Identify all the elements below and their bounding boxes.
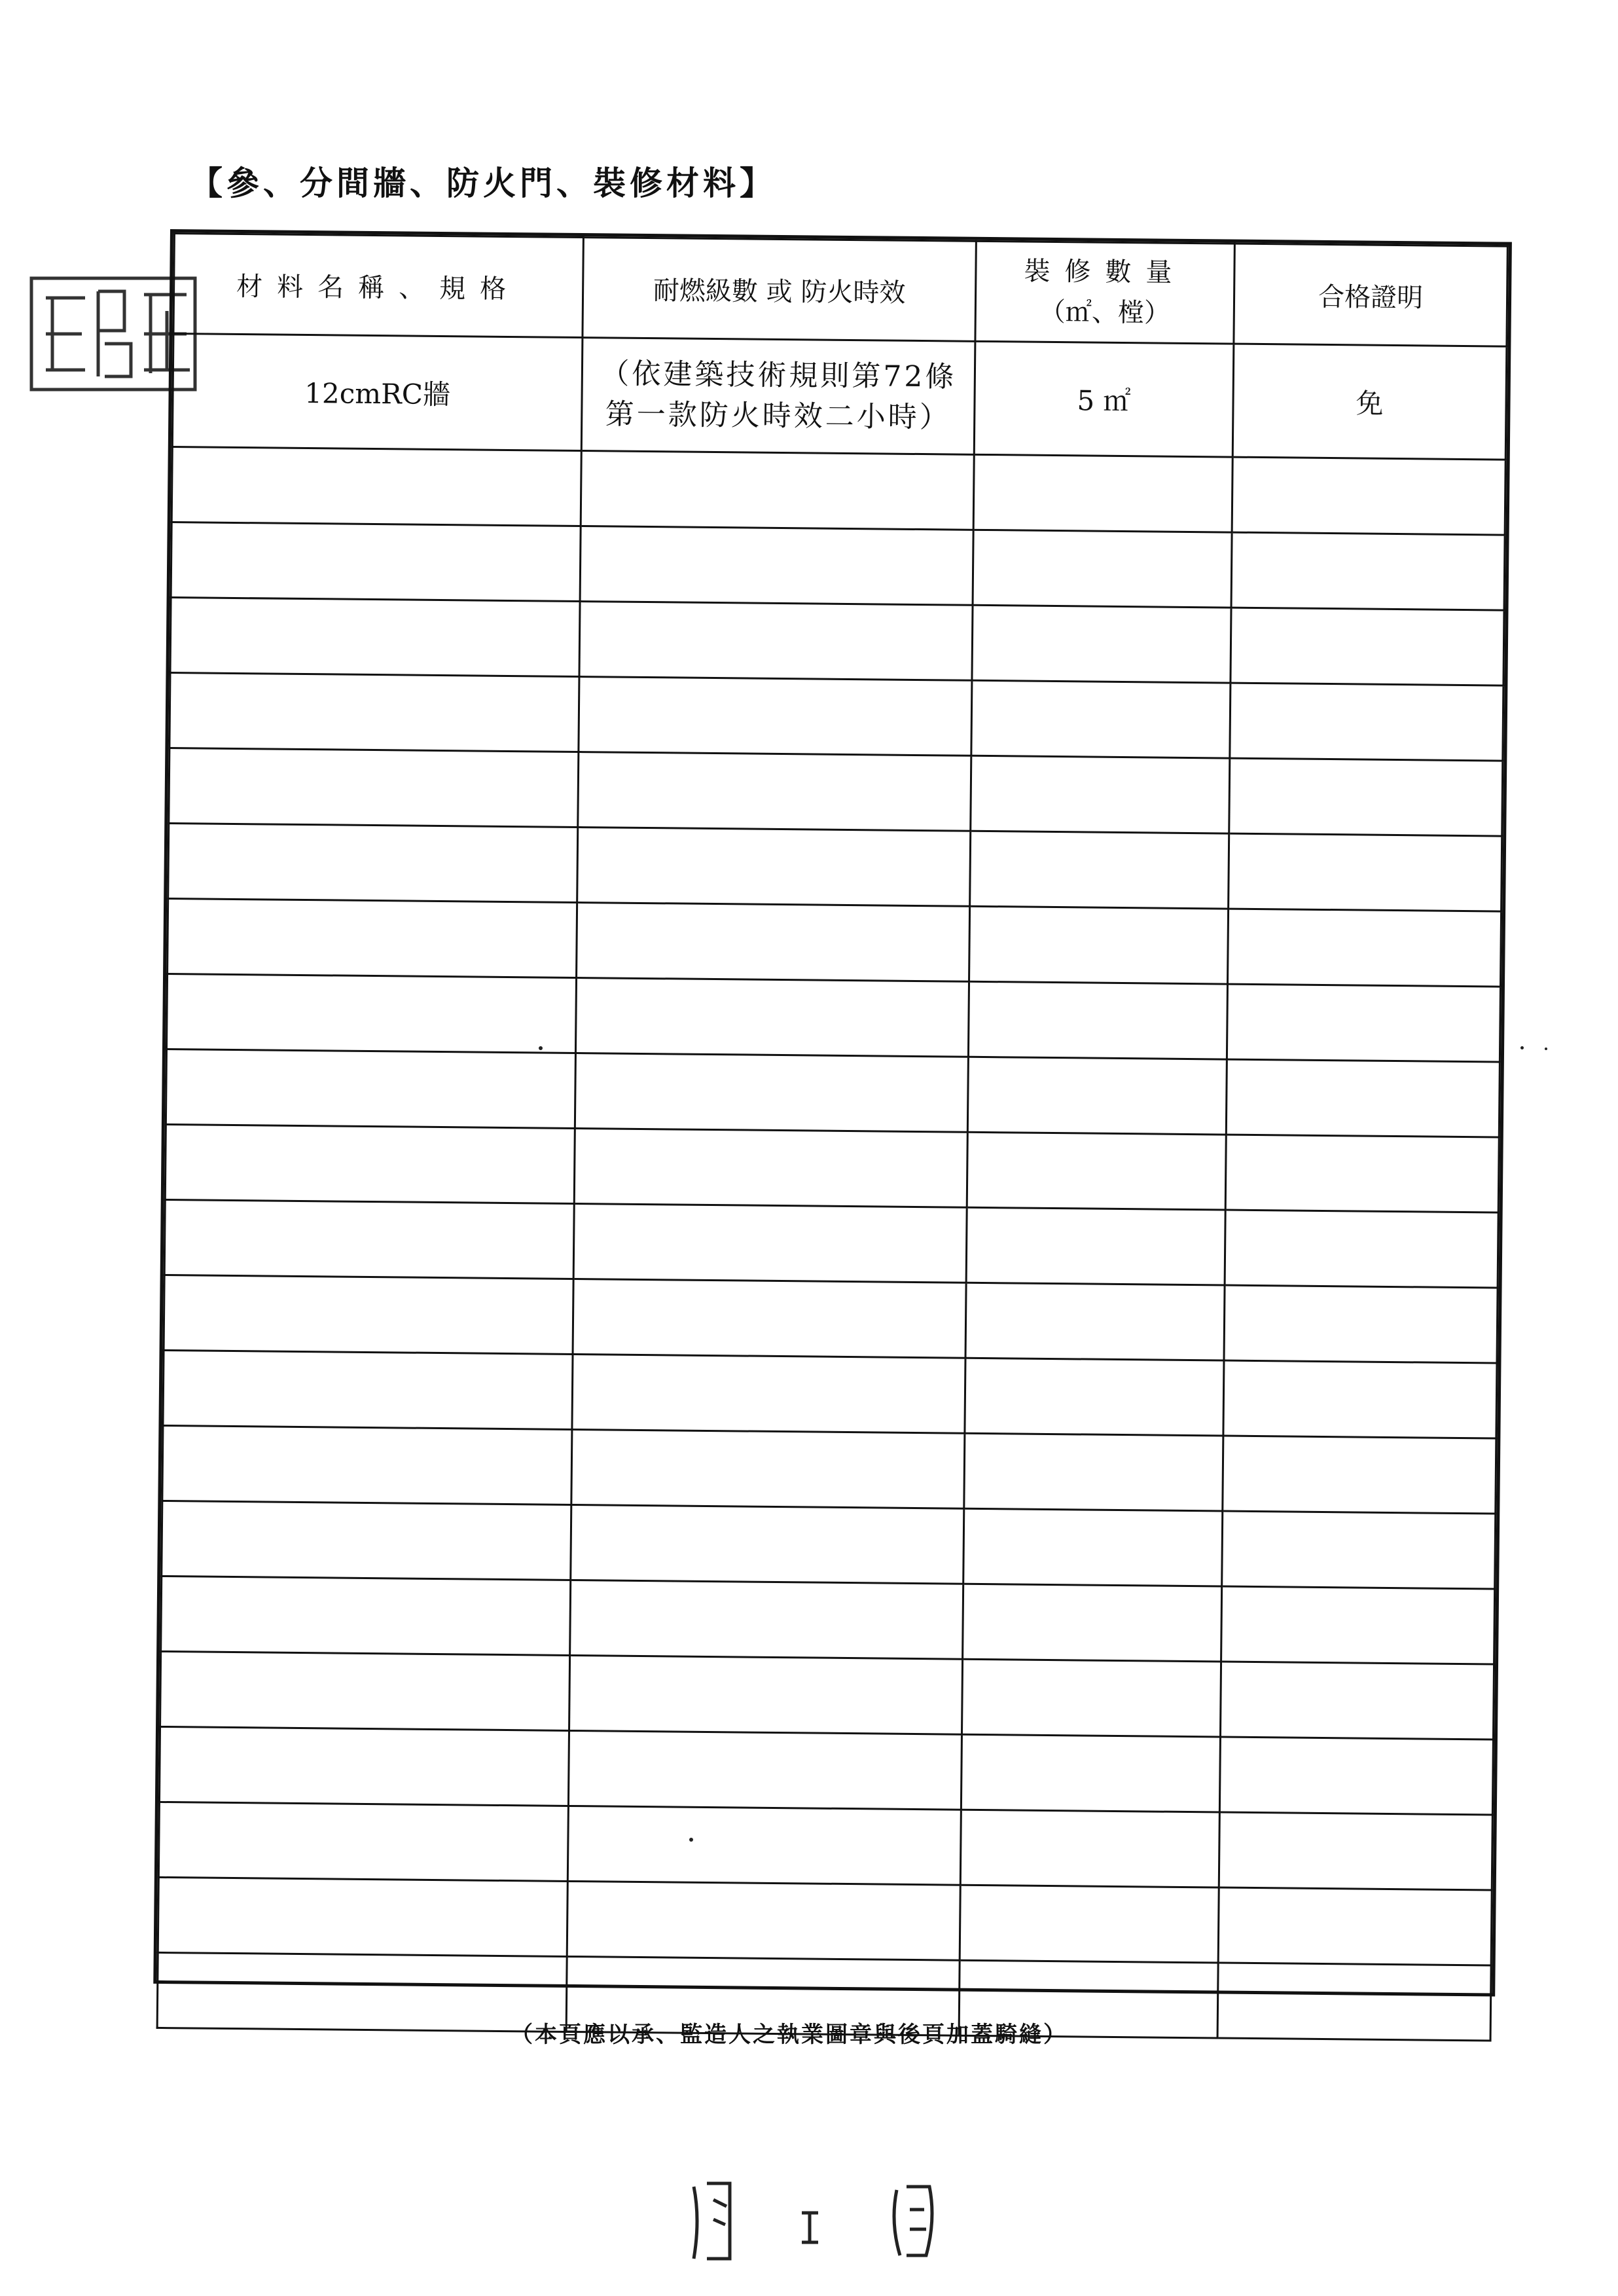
- empty-cell: [575, 1053, 968, 1133]
- table-row: [159, 1726, 1493, 1815]
- table-row: [171, 447, 1505, 536]
- empty-cell: [164, 1275, 573, 1354]
- section-title: 【參、分間牆、防火門、裝修材料】: [190, 164, 776, 202]
- table-row: [160, 1651, 1494, 1740]
- empty-cell: [575, 978, 969, 1057]
- empty-cell: [169, 748, 579, 828]
- empty-cell: [963, 1508, 1223, 1586]
- table-row: [165, 1124, 1499, 1212]
- empty-cell: [1227, 984, 1500, 1062]
- empty-cell: [168, 899, 577, 978]
- table-row: [170, 598, 1504, 686]
- table-row: [161, 1576, 1495, 1664]
- empty-cell: [1232, 457, 1505, 535]
- empty-cell: [1217, 1963, 1491, 2041]
- table-row: [158, 1877, 1492, 1965]
- empty-cell: [1220, 1662, 1494, 1740]
- header-quantity: 裝修數量 （㎡、樘）: [975, 241, 1234, 344]
- empty-cell: [158, 1802, 568, 1881]
- empty-cell: [1223, 1436, 1496, 1514]
- empty-cell: [168, 824, 578, 903]
- empty-cell: [162, 1425, 572, 1504]
- empty-cell: [570, 1580, 963, 1659]
- empty-cell: [171, 447, 581, 526]
- empty-cell: [581, 451, 974, 530]
- empty-cell: [1222, 1511, 1496, 1589]
- empty-cell: [971, 756, 1230, 833]
- empty-cell: [160, 1651, 570, 1730]
- empty-cell: [1223, 1360, 1497, 1438]
- table-row: [162, 1425, 1496, 1514]
- empty-cell: [965, 1283, 1225, 1360]
- empty-cell: [577, 903, 970, 982]
- table-row: [168, 899, 1501, 987]
- empty-cell: [170, 673, 579, 752]
- empty-cell: [964, 1433, 1223, 1511]
- footnote: （本頁應以承、監造人之執業圖章與後頁加蓋騎縫）: [511, 2022, 1068, 2048]
- empty-cell: [567, 1881, 960, 1960]
- table-row: [162, 1501, 1496, 1589]
- table-row: [170, 673, 1503, 761]
- empty-cell: [568, 1730, 962, 1810]
- empty-cell: [164, 1199, 574, 1279]
- cell-material: 12cmRC牆: [172, 334, 583, 451]
- empty-cell: [163, 1350, 573, 1429]
- empty-cell: [973, 530, 1232, 608]
- empty-cell: [967, 1132, 1226, 1210]
- table-row: [166, 974, 1500, 1063]
- empty-cell: [1225, 1135, 1499, 1212]
- empty-cell: [1230, 683, 1503, 761]
- empty-cell: [969, 906, 1229, 984]
- empty-cell: [161, 1576, 571, 1655]
- cell-rating: （依建築技術規則第72條 第一款防火時效二小時）: [581, 338, 975, 455]
- empty-cell: [1228, 909, 1501, 987]
- empty-cell: [571, 1504, 964, 1584]
- empty-cell: [578, 752, 971, 831]
- table-row: [166, 1049, 1500, 1138]
- header-certificate: 合格證明: [1234, 244, 1507, 346]
- empty-cell: [1229, 833, 1502, 911]
- empty-cell: [569, 1655, 963, 1734]
- empty-cell: [970, 831, 1229, 909]
- scan-speck: [539, 1046, 543, 1050]
- empty-cell: [571, 1429, 965, 1508]
- empty-cell: [159, 1726, 569, 1806]
- scan-speck: [689, 1838, 693, 1842]
- empty-cell: [573, 1203, 967, 1283]
- header-rating: 耐燃級數 或 防火時效: [583, 238, 976, 342]
- scan-speck: [1520, 1046, 1524, 1049]
- empty-cell: [1218, 1887, 1492, 1965]
- empty-cell: [963, 1584, 1222, 1662]
- table-row: [164, 1275, 1498, 1363]
- empty-cell: [171, 522, 581, 602]
- empty-cell: [960, 1885, 1219, 1963]
- header-material: 材料名稱、規格: [173, 234, 583, 338]
- empty-cell: [960, 1810, 1219, 1887]
- empty-cell: [1224, 1285, 1498, 1363]
- empty-cell: [572, 1354, 965, 1433]
- empty-cell: [1231, 608, 1504, 685]
- empty-cell: [968, 981, 1227, 1059]
- empty-cell: [1225, 1210, 1498, 1288]
- empty-cell: [961, 1734, 1220, 1812]
- empty-cell: [967, 1057, 1227, 1135]
- empty-cell: [962, 1659, 1221, 1737]
- empty-cell: [972, 605, 1231, 683]
- empty-cell: [971, 680, 1231, 758]
- empty-cell: [1219, 1812, 1492, 1890]
- empty-cell: [166, 1049, 575, 1129]
- cell-certificate: 免: [1232, 344, 1507, 460]
- empty-cell: [573, 1279, 966, 1358]
- seam-stamp-marks: [681, 2174, 956, 2265]
- scan-speck: [1545, 1048, 1547, 1050]
- empty-cell: [166, 974, 576, 1053]
- empty-cell: [574, 1128, 967, 1207]
- empty-cell: [170, 598, 580, 677]
- empty-cell: [580, 526, 973, 606]
- empty-cell: [1231, 532, 1505, 610]
- empty-cell: [1219, 1737, 1493, 1815]
- empty-cell: [158, 1877, 567, 1956]
- empty-cell: [1226, 1059, 1500, 1137]
- table-row: [172, 334, 1507, 460]
- empty-cell: [966, 1207, 1225, 1285]
- empty-cell: [579, 602, 973, 681]
- cell-quantity: 5 ㎡: [974, 341, 1234, 457]
- empty-cell: [965, 1358, 1224, 1436]
- table-row: [164, 1199, 1498, 1288]
- empty-cell: [577, 828, 971, 907]
- empty-cell: [162, 1501, 571, 1580]
- table-row: [163, 1350, 1497, 1438]
- table-row: [158, 1802, 1492, 1890]
- empty-cell: [1229, 758, 1503, 836]
- empty-cell: [567, 1806, 961, 1885]
- empty-cell: [1221, 1586, 1495, 1664]
- empty-cell: [579, 677, 972, 756]
- empty-cell: [165, 1124, 575, 1203]
- empty-cell: [973, 454, 1232, 532]
- table-row: [168, 824, 1502, 912]
- table-row: [169, 748, 1503, 837]
- table-row: [171, 522, 1505, 611]
- empty-cell: [157, 1952, 567, 2032]
- materials-table: [153, 229, 1512, 1997]
